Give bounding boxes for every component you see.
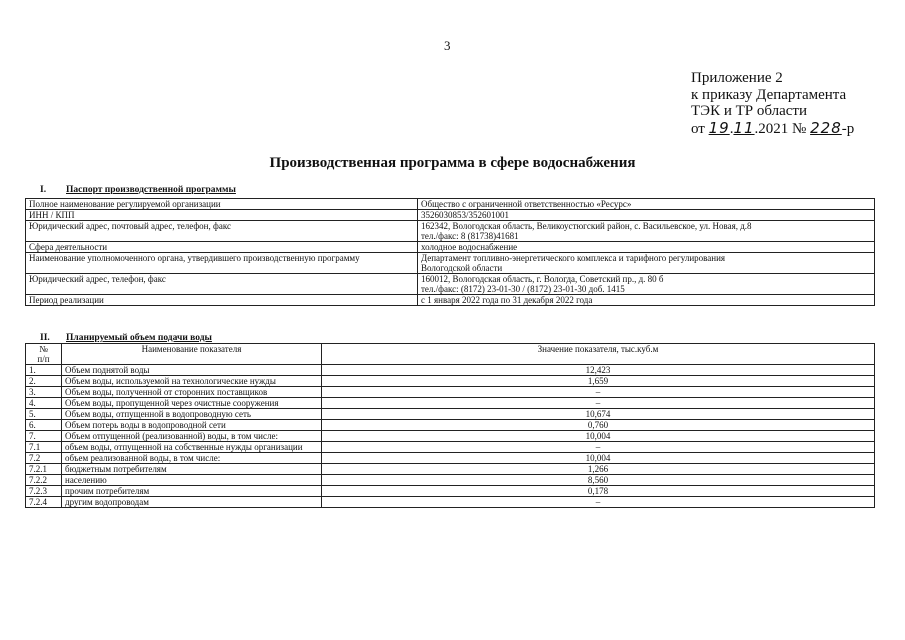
row-value: –: [322, 497, 875, 508]
row-name: Объем воды, используемой на технологические нужды: [62, 376, 322, 387]
passport-value-line: тел./факс: (8172) 23-01-30 / (8172) 23-01-30 доб. 1415: [421, 284, 625, 294]
table-row: [26, 295, 875, 306]
section-1-heading: [40, 185, 236, 195]
appendix-line-3: ТЭК и ТР области: [691, 103, 807, 119]
row-number: 5.: [26, 409, 62, 420]
row-value: 1,266: [322, 464, 875, 475]
table-row: [26, 199, 875, 210]
row-name: Объем воды, полученной от сторонних поставщиков: [62, 387, 322, 398]
passport-value-line: 3526030853/352601001: [421, 210, 510, 220]
header-num-line-1: №: [39, 344, 48, 354]
row-number: 6.: [26, 420, 62, 431]
row-value: 10,674: [322, 409, 875, 420]
row-value: 8,560: [322, 475, 875, 486]
passport-value: [418, 253, 875, 274]
row-value: 10,004: [322, 453, 875, 464]
passport-value-line: с 1 января 2022 года по 31 декабря 2022 года: [421, 295, 593, 305]
row-value: 0,178: [322, 486, 875, 497]
table-row: [26, 365, 875, 376]
table-row: [26, 486, 875, 497]
row-number: 2.: [26, 376, 62, 387]
row-name: Объем поднятой воды: [62, 365, 322, 376]
passport-value: [418, 210, 875, 221]
row-number: 7.2.2: [26, 475, 62, 486]
appendix-block: [691, 70, 854, 137]
section-2-number: II.: [40, 333, 50, 343]
row-name: объем реализованной воды, в том числе:: [62, 453, 322, 464]
order-number: 228: [810, 118, 842, 137]
header-value: Значение показателя, тыс.куб.м: [322, 344, 875, 365]
passport-value-line: Вологодской области: [421, 263, 503, 273]
date-prefix: от: [691, 120, 705, 137]
passport-value: [418, 242, 875, 253]
row-value: 0,760: [322, 420, 875, 431]
row-name: объем воды, отпущенной на собственные нужды организации: [62, 442, 322, 453]
date-sep: .: [729, 120, 734, 137]
passport-value-line: 160012, Вологодская область, г. Вологда, Советский пр., д. 80 б: [421, 274, 664, 284]
row-name: Объем потерь воды в водопроводной сети: [62, 420, 322, 431]
section-1-number: I.: [40, 185, 47, 195]
row-name: Объем отпущенной (реализованной) воды, в том числе:: [62, 431, 322, 442]
passport-value-line: 162342, Вологодская область, Великоустюгский район, с. Васильевское, ул. Новая, д.8: [421, 221, 752, 231]
table-row: [26, 210, 875, 221]
section-2-heading: [40, 333, 212, 343]
row-number: 4.: [26, 398, 62, 409]
row-name: населению: [62, 475, 322, 486]
table-row: [26, 442, 875, 453]
number-prefix: №: [792, 120, 807, 137]
passport-value-line: холодное водоснабжение: [421, 242, 518, 252]
row-name: другим водопроводам: [62, 497, 322, 508]
row-value: –: [322, 387, 875, 398]
table-row: [26, 221, 875, 242]
table-row: [26, 274, 875, 295]
date-month: 11: [733, 118, 755, 137]
table-row: [26, 453, 875, 464]
passport-value-line: Департамент топливно-энергетического комплекса и тарифного регулирования: [421, 253, 726, 263]
passport-value-line: тел./факс: 8 (81738)41681: [421, 231, 519, 241]
row-value: 1,659: [322, 376, 875, 387]
table-row: [26, 431, 875, 442]
row-name: Объем воды, отпущенной в водопроводную сеть: [62, 409, 322, 420]
table-row: [26, 420, 875, 431]
header-num: [26, 344, 62, 365]
row-name: прочим потребителям: [62, 486, 322, 497]
passport-value: [418, 295, 875, 306]
appendix-line-1: Приложение 2: [691, 70, 783, 86]
row-number: 7.1: [26, 442, 62, 453]
table-row: [26, 398, 875, 409]
row-value: 12,423: [322, 365, 875, 376]
page-number: 3: [444, 38, 451, 53]
passport-key: Полное наименование регулируемой организации: [26, 199, 418, 210]
row-number: 7.2.1: [26, 464, 62, 475]
table-row: [26, 464, 875, 475]
passport-key: Наименование уполномоченного органа, утвердившего производственную программу: [26, 253, 418, 274]
water-volume-table: [25, 343, 875, 508]
table-row: [26, 475, 875, 486]
row-number: 7.2.3: [26, 486, 62, 497]
passport-value-line: Общество с ограниченной ответственностью «Ресурс»: [421, 199, 632, 209]
table-row: [26, 387, 875, 398]
passport-value: [418, 199, 875, 210]
row-number: 1.: [26, 365, 62, 376]
date-year: .2021: [754, 120, 789, 137]
passport-key: Юридический адрес, почтовый адрес, телефон, факс: [26, 221, 418, 242]
document-title: Производственная программа в сфере водоснабжения: [269, 155, 636, 171]
number-suffix: -р: [841, 120, 855, 137]
row-number: 3.: [26, 387, 62, 398]
row-value: –: [322, 398, 875, 409]
row-name: Объем воды, пропущенной через очистные сооружения: [62, 398, 322, 409]
table-row: [26, 497, 875, 508]
appendix-date-line: [691, 120, 854, 138]
row-name: бюджетным потребителям: [62, 464, 322, 475]
passport-value: [418, 221, 875, 242]
row-number: 7.: [26, 431, 62, 442]
passport-key: ИНН / КПП: [26, 210, 418, 221]
table-row: [26, 242, 875, 253]
section-2-title: Планируемый объем подачи воды: [66, 333, 212, 343]
appendix-line-2: к приказу Департамента: [691, 86, 847, 103]
passport-key: Период реализации: [26, 295, 418, 306]
table-header-row: [26, 344, 875, 365]
header-num-line-2: п/п: [37, 354, 50, 364]
row-number: 7.2: [26, 453, 62, 464]
header-name: Наименование показателя: [62, 344, 322, 365]
row-value: –: [322, 442, 875, 453]
passport-key: Сфера деятельности: [26, 242, 418, 253]
passport-value: [418, 274, 875, 295]
section-1-title: Паспорт производственной программы: [66, 185, 236, 195]
row-value: 10,004: [322, 431, 875, 442]
table-row: [26, 376, 875, 387]
row-number: 7.2.4: [26, 497, 62, 508]
table-row: [26, 253, 875, 274]
date-day: 19: [708, 118, 730, 137]
passport-table: [25, 198, 875, 306]
passport-key: Юридический адрес, телефон, факс: [26, 274, 418, 295]
table-row: [26, 409, 875, 420]
